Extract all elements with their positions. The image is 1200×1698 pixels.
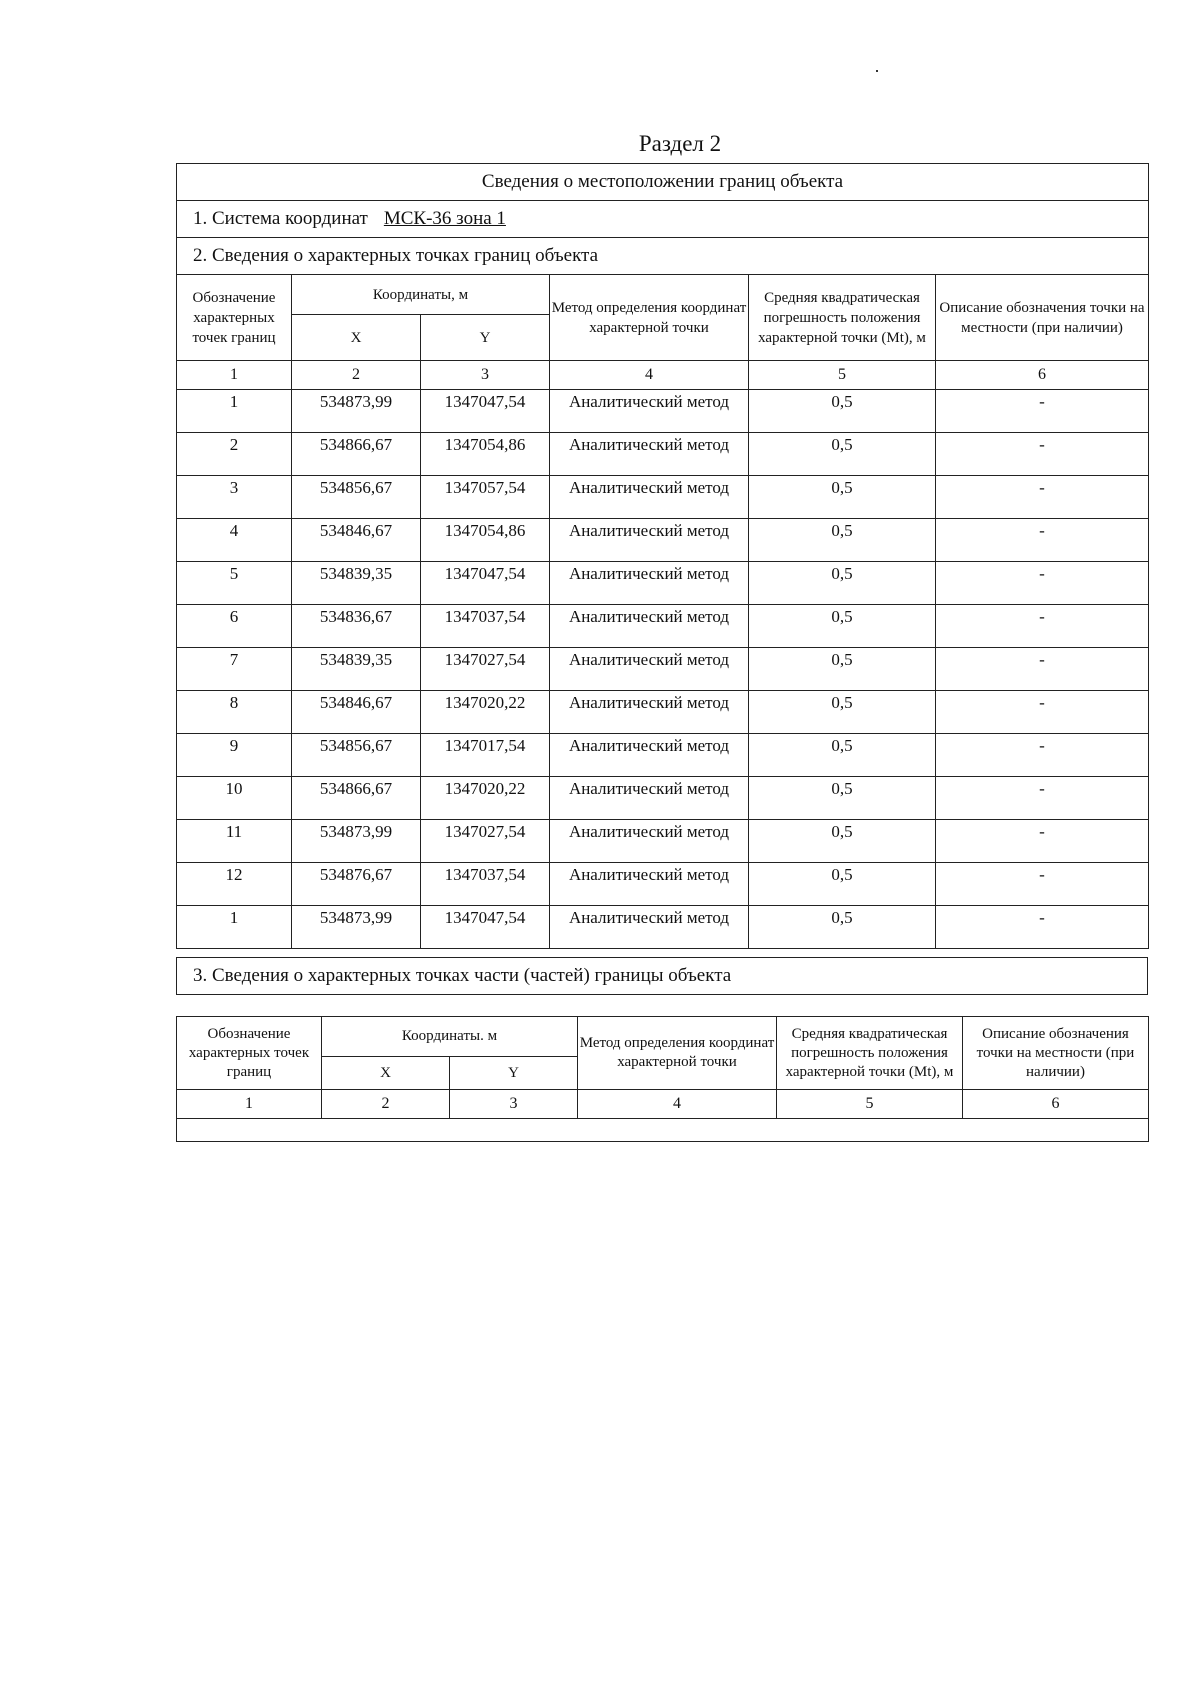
scan-speck — [876, 70, 878, 72]
cell-method: Аналитический метод — [550, 734, 749, 777]
table-row — [177, 906, 1149, 949]
header-y: Y — [421, 315, 550, 361]
cell-y: 1347037,54 — [421, 605, 550, 648]
cell-error: 0,5 — [749, 820, 936, 863]
cell-description: - — [936, 863, 1149, 906]
cell-point: 12 — [177, 863, 292, 906]
cell-error: 0,5 — [749, 390, 936, 433]
coord-system-label: 1. Система координат — [193, 208, 368, 229]
cell-x: 534856,67 — [292, 734, 421, 777]
cell-y: 1347027,54 — [421, 820, 550, 863]
cell-point: 3 — [177, 476, 292, 519]
cell-x: 534856,67 — [292, 476, 421, 519]
cell-y: 1347020,22 — [421, 777, 550, 820]
cell-x: 534866,67 — [292, 433, 421, 476]
cell-description: - — [936, 605, 1149, 648]
boundary-table — [176, 163, 1149, 949]
part-header-x: X — [322, 1057, 450, 1090]
cell-y: 1347047,54 — [421, 562, 550, 605]
table-row — [177, 605, 1149, 648]
table-row — [177, 863, 1149, 906]
cell-y: 1347057,54 — [421, 476, 550, 519]
part-column-number: 3 — [450, 1090, 578, 1119]
column-number: 2 — [292, 361, 421, 390]
cell-point: 5 — [177, 562, 292, 605]
cell-method: Аналитический метод — [550, 648, 749, 691]
cell-method: Аналитический метод — [550, 605, 749, 648]
cell-point: 9 — [177, 734, 292, 777]
cell-method: Аналитический метод — [550, 863, 749, 906]
part-column-number: 1 — [177, 1090, 322, 1119]
main-title: Сведения о местоположении границ объекта — [177, 164, 1149, 201]
cell-error: 0,5 — [749, 863, 936, 906]
cell-method: Аналитический метод — [550, 433, 749, 476]
cell-description: - — [936, 734, 1149, 777]
cell-point: 8 — [177, 691, 292, 734]
cell-description: - — [936, 906, 1149, 949]
cell-x: 534836,67 — [292, 605, 421, 648]
cell-method: Аналитический метод — [550, 820, 749, 863]
table-row — [177, 648, 1149, 691]
cell-x: 534839,35 — [292, 648, 421, 691]
cell-x: 534873,99 — [292, 820, 421, 863]
header-error: Средняя квадратическая погрешность положения характерной точки (Mt), м — [749, 275, 936, 361]
cell-point: 6 — [177, 605, 292, 648]
cell-description: - — [936, 648, 1149, 691]
cell-error: 0,5 — [749, 906, 936, 949]
cell-error: 0,5 — [749, 648, 936, 691]
cell-error: 0,5 — [749, 519, 936, 562]
part-column-number: 5 — [777, 1090, 963, 1119]
cell-point: 10 — [177, 777, 292, 820]
part-header-y: Y — [450, 1057, 578, 1090]
header-x: X — [292, 315, 421, 361]
table-row — [177, 820, 1149, 863]
cell-point: 7 — [177, 648, 292, 691]
table-row — [177, 519, 1149, 562]
cell-error: 0,5 — [749, 691, 936, 734]
column-number: 4 — [550, 361, 749, 390]
part-header-error: Средняя квадратическая погрешность положения характерной точки (Mt), м — [777, 1017, 963, 1090]
table-row — [177, 390, 1149, 433]
part-header-designation: Обозначение характерных точек границ — [177, 1017, 322, 1090]
cell-error: 0,5 — [749, 433, 936, 476]
column-number: 5 — [749, 361, 936, 390]
cell-description: - — [936, 390, 1149, 433]
cell-method: Аналитический метод — [550, 777, 749, 820]
cell-error: 0,5 — [749, 605, 936, 648]
table-row — [177, 562, 1149, 605]
header-description: Описание обозначения точки на местности (при наличии) — [936, 275, 1149, 361]
part-column-number: 4 — [578, 1090, 777, 1119]
cell-description: - — [936, 476, 1149, 519]
cell-error: 0,5 — [749, 476, 936, 519]
cell-method: Аналитический метод — [550, 691, 749, 734]
cell-method: Аналитический метод — [550, 519, 749, 562]
part-boundary-table — [176, 1016, 1149, 1142]
cell-x: 534876,67 — [292, 863, 421, 906]
table-row — [177, 691, 1149, 734]
table-row — [177, 777, 1149, 820]
part-heading: 3. Сведения о характерных точках части (частей) границы объекта — [176, 957, 1148, 995]
cell-description: - — [936, 820, 1149, 863]
cell-y: 1347054,86 — [421, 519, 550, 562]
cell-y: 1347047,54 — [421, 906, 550, 949]
cell-y: 1347054,86 — [421, 433, 550, 476]
cell-point: 1 — [177, 390, 292, 433]
part-header-method: Метод определения координат характерной точки — [578, 1017, 777, 1090]
table-row — [177, 476, 1149, 519]
column-number: 6 — [936, 361, 1149, 390]
cell-error: 0,5 — [749, 562, 936, 605]
cell-description: - — [936, 562, 1149, 605]
part-header-coords: Координаты. м — [322, 1017, 578, 1057]
table-row — [177, 433, 1149, 476]
part-header-description: Описание обозначения точки на местности (при наличии) — [963, 1017, 1149, 1090]
cell-description: - — [936, 519, 1149, 562]
cell-method: Аналитический метод — [550, 562, 749, 605]
header-designation: Обозначение характерных точек границ — [177, 275, 292, 361]
cell-y: 1347027,54 — [421, 648, 550, 691]
section-title: Раздел 2 — [638, 131, 722, 156]
cell-point: 4 — [177, 519, 292, 562]
coord-system-row — [177, 201, 1149, 238]
cell-description: - — [936, 433, 1149, 476]
cell-point: 2 — [177, 433, 292, 476]
points-heading: 2. Сведения о характерных точках границ объекта — [177, 238, 1149, 275]
cell-error: 0,5 — [749, 734, 936, 777]
cell-y: 1347020,22 — [421, 691, 550, 734]
cell-point: 1 — [177, 906, 292, 949]
cell-method: Аналитический метод — [550, 390, 749, 433]
cell-error: 0,5 — [749, 777, 936, 820]
cell-y: 1347047,54 — [421, 390, 550, 433]
cell-y: 1347017,54 — [421, 734, 550, 777]
cell-point: 11 — [177, 820, 292, 863]
part-empty-row — [177, 1119, 1149, 1142]
cell-x: 534866,67 — [292, 777, 421, 820]
cell-y: 1347037,54 — [421, 863, 550, 906]
column-number: 1 — [177, 361, 292, 390]
column-number: 3 — [421, 361, 550, 390]
cell-description: - — [936, 691, 1149, 734]
cell-x: 534839,35 — [292, 562, 421, 605]
cell-x: 534873,99 — [292, 390, 421, 433]
table-row — [177, 734, 1149, 777]
cell-x: 534846,67 — [292, 691, 421, 734]
cell-method: Аналитический метод — [550, 476, 749, 519]
part-column-number: 2 — [322, 1090, 450, 1119]
header-coords: Координаты, м — [292, 275, 550, 315]
cell-x: 534873,99 — [292, 906, 421, 949]
cell-x: 534846,67 — [292, 519, 421, 562]
cell-method: Аналитический метод — [550, 906, 749, 949]
cell-description: - — [936, 777, 1149, 820]
header-method: Метод определения координат характерной точки — [550, 275, 749, 361]
part-column-number: 6 — [963, 1090, 1149, 1119]
coord-system-value: МСК-36 зона 1 — [383, 208, 506, 229]
